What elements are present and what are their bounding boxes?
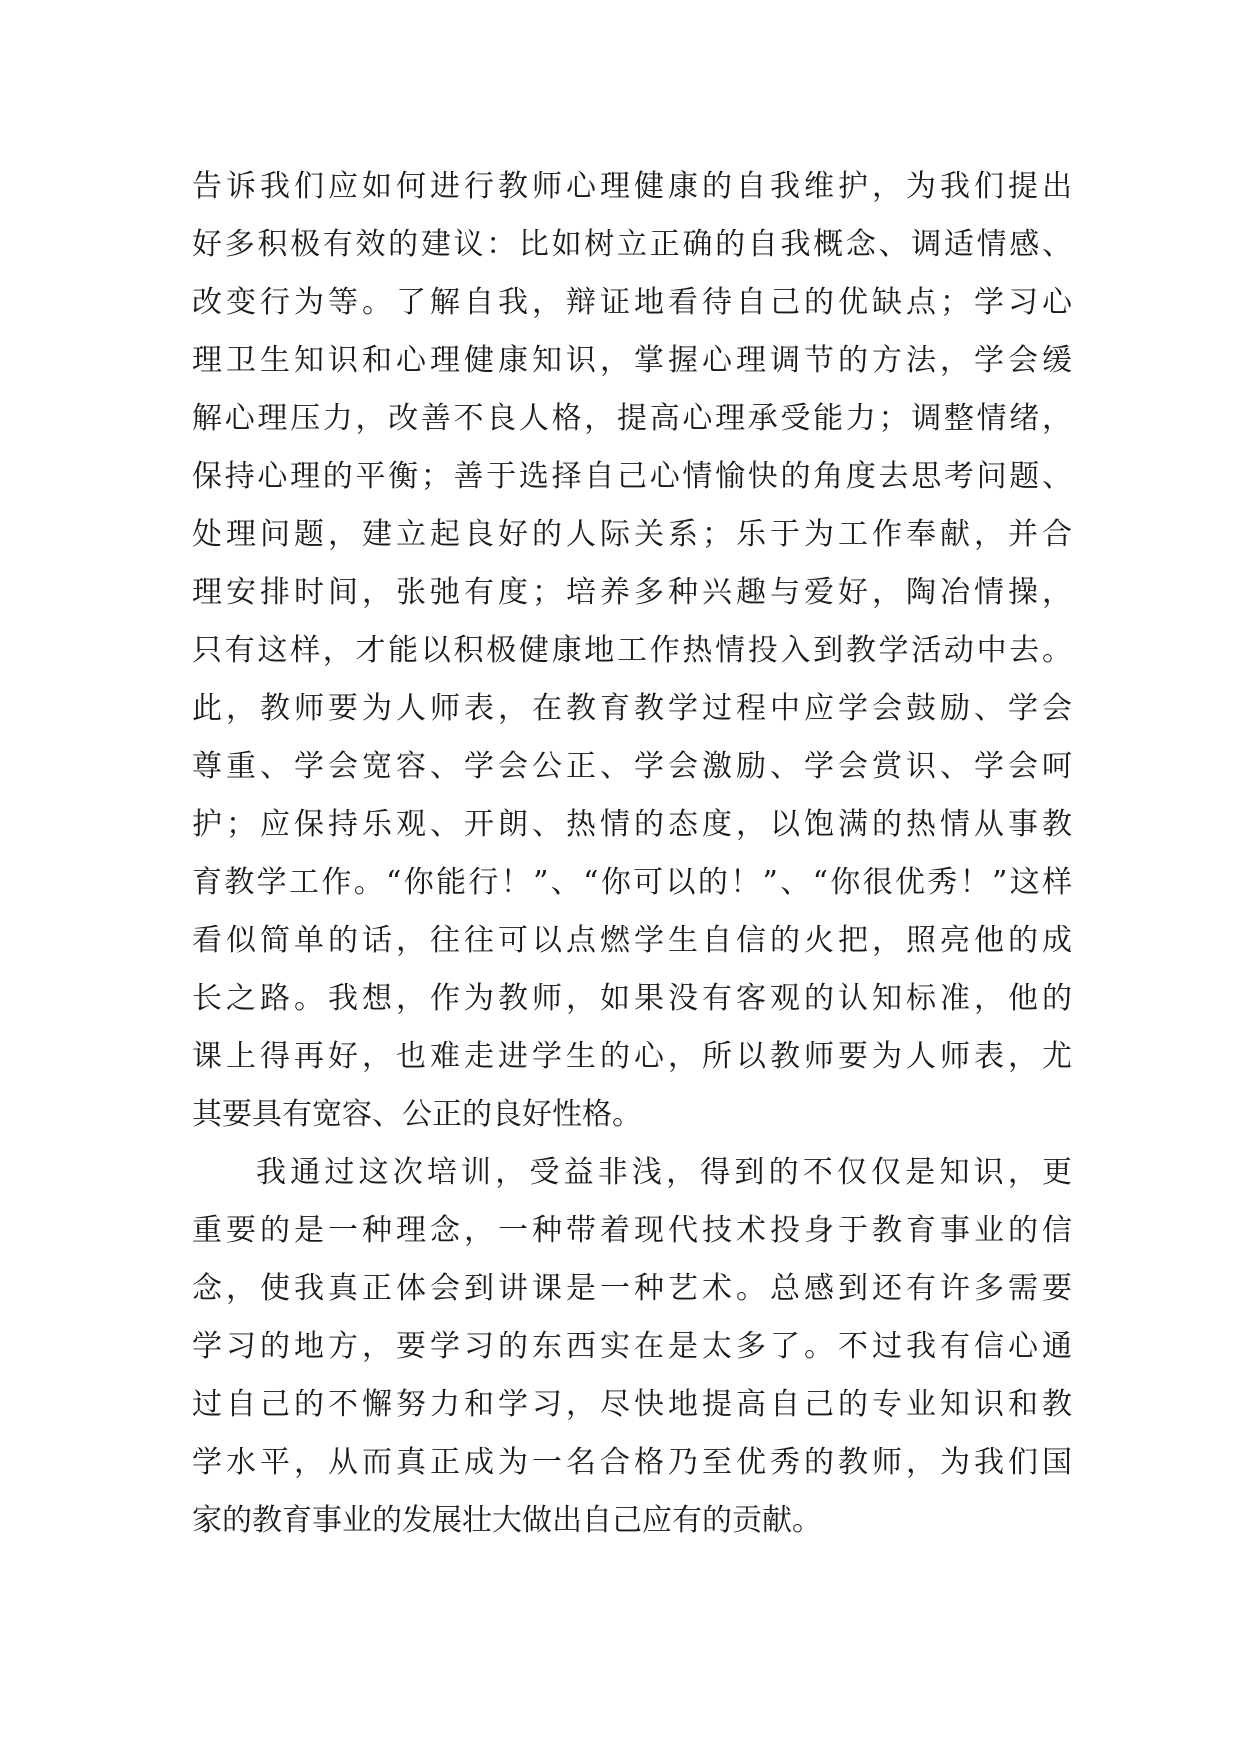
text-line: 改变行为等。了解自我，辩证地看待自己的优缺点；学习心 bbox=[192, 285, 1072, 320]
text-line: 课上得再好，也难走进学生的心，所以教师要为人师表，尤 bbox=[192, 1039, 1072, 1074]
text-line: 解心理压力，改善不良人格，提高心理承受能力；调整情绪， bbox=[192, 401, 1072, 436]
text-line: 好多积极有效的建议：比如树立正确的自我概念、调适情感、 bbox=[192, 227, 1072, 262]
text-line: 理安排时间，张弛有度；培养多种兴趣与爱好，陶冶情操， bbox=[192, 575, 1072, 610]
text-line: 学习的地方，要学习的东西实在是太多了。不过我有信心通 bbox=[192, 1329, 1072, 1364]
text-line: 其要具有宽容、公正的良好性格。 bbox=[192, 1097, 642, 1132]
text-line: 护；应保持乐观、开朗、热情的态度，以饱满的热情从事教 bbox=[192, 807, 1072, 842]
document-body bbox=[192, 158, 1072, 1550]
text-line: 我通过这次培训，受益非浅，得到的不仅仅是知识，更 bbox=[256, 1155, 1072, 1190]
text-line: 告诉我们应如何进行教师心理健康的自我维护，为我们提出 bbox=[192, 169, 1072, 204]
text-line: 家的教育事业的发展壮大做出自己应有的贡献。 bbox=[192, 1503, 822, 1538]
paragraph-1 bbox=[192, 158, 1072, 1144]
text-line: 只有这样，才能以积极健康地工作热情投入到教学活动中去。 bbox=[192, 633, 1072, 668]
text-line: 重要的是一种理念，一种带着现代技术投身于教育事业的信 bbox=[192, 1213, 1072, 1248]
text-line: 保持心理的平衡；善于选择自己心情愉快的角度去思考问题、 bbox=[192, 459, 1072, 494]
text-line: 尊重、学会宽容、学会公正、学会激励、学会赏识、学会呵 bbox=[192, 749, 1072, 784]
text-line: 此，教师要为人师表，在教育教学过程中应学会鼓励、学会 bbox=[192, 691, 1072, 726]
text-line: 学水平，从而真正成为一名合格乃至优秀的教师，为我们国 bbox=[192, 1445, 1072, 1480]
text-line: 念，使我真正体会到讲课是一种艺术。总感到还有许多需要 bbox=[192, 1271, 1072, 1306]
text-line: 长之路。我想，作为教师，如果没有客观的认知标准，他的 bbox=[192, 981, 1072, 1016]
text-line: 过自己的不懈努力和学习，尽快地提高自己的专业知识和教 bbox=[192, 1387, 1072, 1422]
text-line: 理卫生知识和心理健康知识，掌握心理调节的方法，学会缓 bbox=[192, 343, 1072, 378]
text-line: 处理问题，建立起良好的人际关系；乐于为工作奉献，并合 bbox=[192, 517, 1072, 552]
text-line: 育教学工作。“你能行！”、“你可以的！”、“你很优秀！”这样 bbox=[192, 865, 1072, 900]
paragraph-2 bbox=[192, 1144, 1072, 1550]
text-line: 看似简单的话，往往可以点燃学生自信的火把，照亮他的成 bbox=[192, 923, 1072, 958]
